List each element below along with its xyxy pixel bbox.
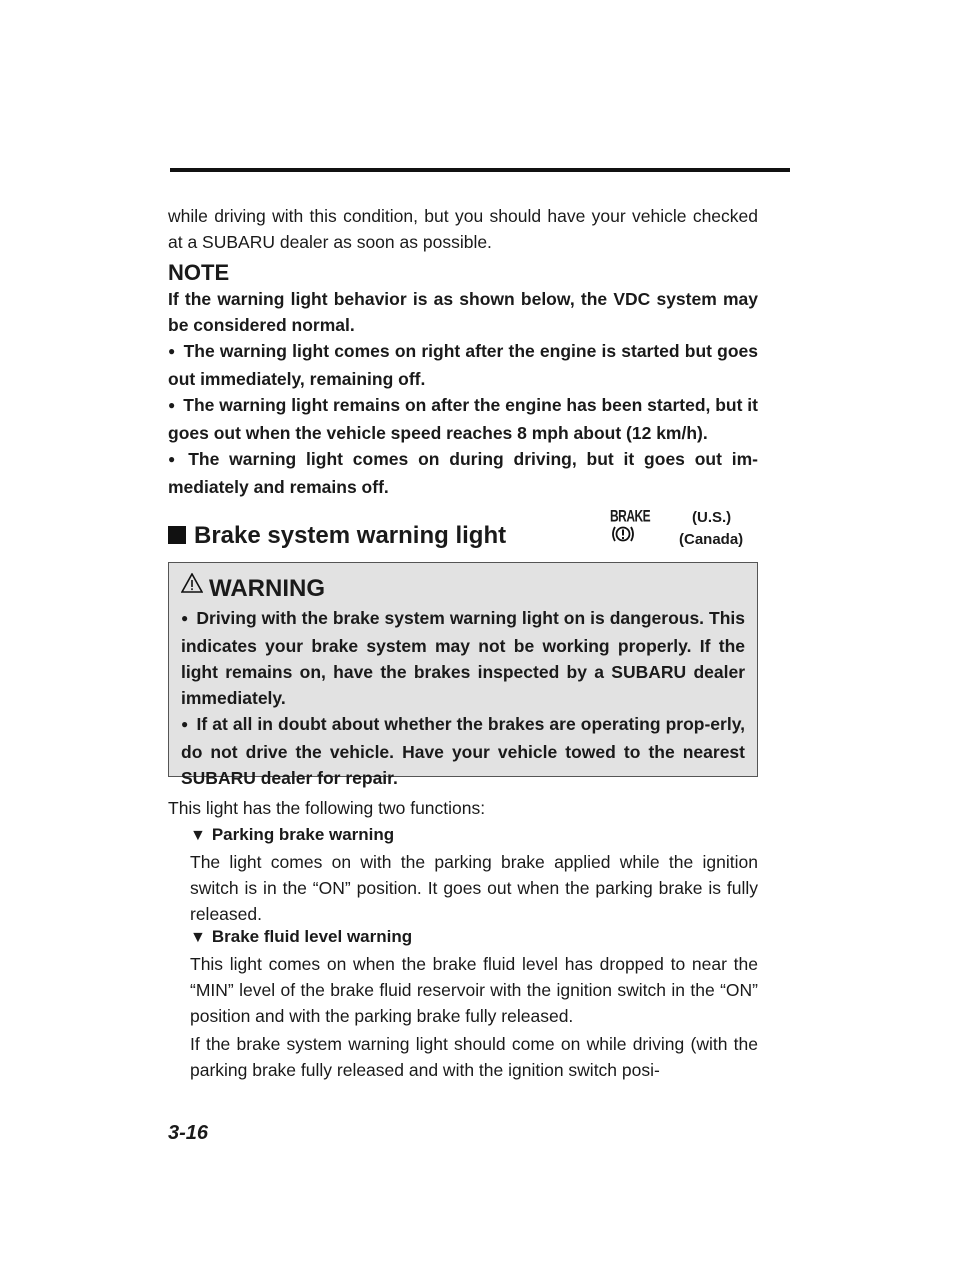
- functions-intro-block: [168, 795, 758, 821]
- warning-item: ● Driving with the brake system warning light on is dangerous. This indicates your brake system may not be working properly. If the light remains on, have the brakes inspected by a SUBARU dealer immediately.: [181, 605, 745, 711]
- function-text: This light comes on when the brake fluid level has dropped to near the “MIN” level of the brake fluid reservoir with the ignition switch in the “ON” position and with the parking brake fully released.: [190, 954, 758, 1026]
- lamp-canada-label: (Canada): [679, 531, 744, 548]
- function-fluid: [190, 924, 758, 1029]
- bullet-icon: [181, 608, 196, 628]
- header-rule: [170, 168, 790, 172]
- section-title: Brake system warning light: [168, 522, 506, 550]
- top-paragraph: while driving with this condition, but you should have your vehicle checked at a SUBARU dealer as soon as possible.: [168, 206, 758, 252]
- section-square-icon: [168, 526, 186, 544]
- note-heading: NOTE: [168, 260, 230, 285]
- lamp-us-label: (U.S.): [692, 509, 732, 526]
- note-item: ● The warning light remains on after the engine has been started, but it goes out when the vehicle speed reaches 8 mph about (12 km/h).: [168, 392, 758, 446]
- functions-intro: This light has the following two functions:: [168, 798, 486, 818]
- bullet-icon: [168, 395, 183, 415]
- down-triangle-icon: ▼: [190, 929, 206, 946]
- function-parking: [190, 822, 758, 927]
- note-item: ● The warning light comes on right after the engine is started but goes out immediately, remaining off.: [168, 338, 758, 392]
- function-title: ▼ Brake fluid level warning: [190, 924, 758, 951]
- closing-paragraph: If the brake system warning light should come on while driving (with the parking brake fully released and with the ignition switch posi-: [190, 1034, 758, 1080]
- down-triangle-icon: ▼: [190, 827, 206, 844]
- warning-heading: WARNING: [181, 575, 745, 603]
- warning-triangle-icon: [181, 573, 203, 593]
- bullet-icon: [181, 714, 196, 734]
- warning-box: [168, 562, 758, 788]
- page-number: 3-16: [168, 1122, 209, 1144]
- warning-item: ● If at all in doubt about whether the brakes are operating prop-erly, do not drive the vehicle. Have your vehicle towed to the nearest SUBARU dealer for repair.: [181, 711, 745, 791]
- note-item: ● The warning light comes on during driving, but it goes out im-mediately and remains off.: [168, 446, 758, 500]
- note-block: [168, 260, 758, 500]
- brake-warning-lamp-icon: [610, 524, 636, 544]
- brake-lamp-text: BRAKE: [610, 506, 651, 526]
- top-paragraph-block: [168, 203, 758, 255]
- closing-block: [190, 1031, 758, 1083]
- function-text: The light comes on with the parking brake applied while the ignition switch is in the “ON” position. It goes out when the parking brake is fully released.: [190, 852, 758, 924]
- note-intro: If the warning light behavior is as shown below, the VDC system may be considered normal.: [168, 289, 758, 335]
- bullet-icon: [168, 449, 188, 469]
- bullet-icon: [168, 341, 184, 361]
- function-title: ▼ Parking brake warning: [190, 822, 758, 849]
